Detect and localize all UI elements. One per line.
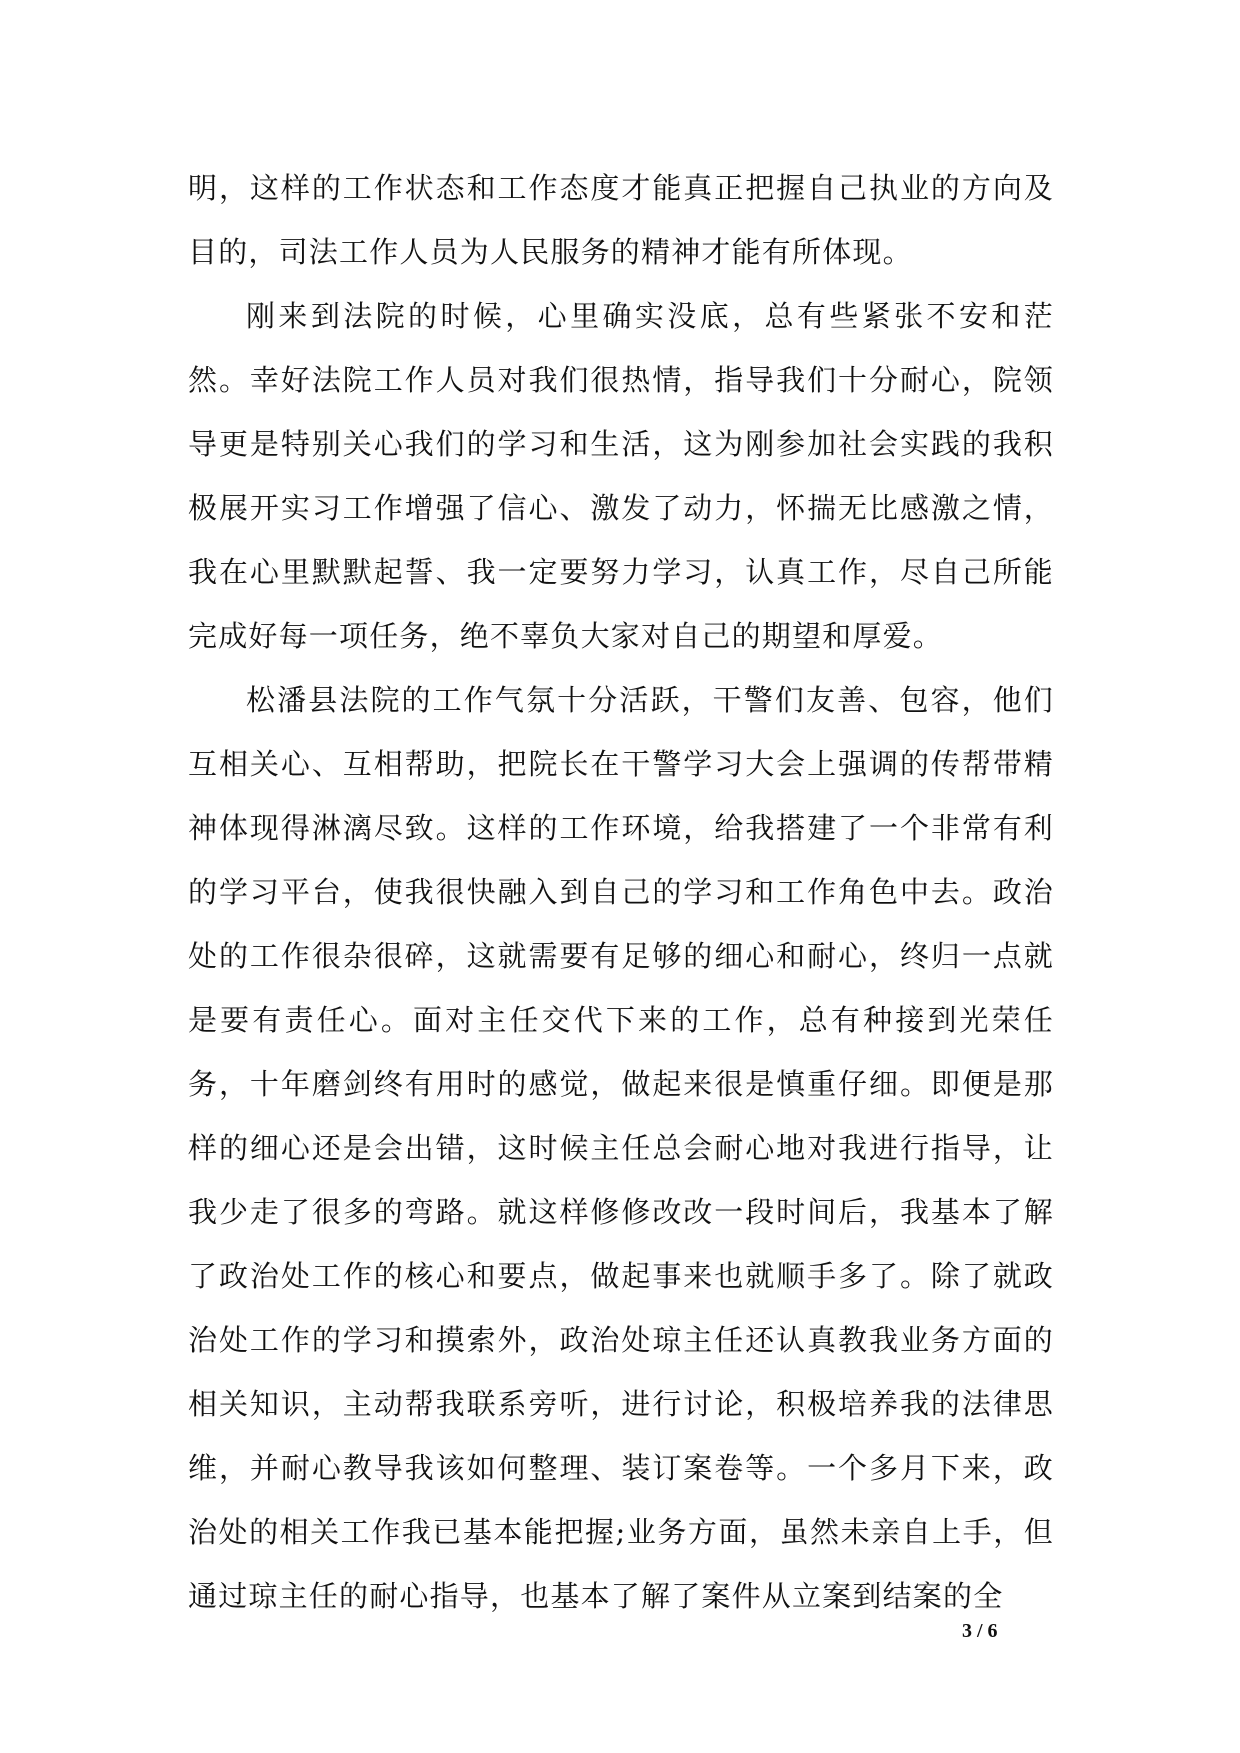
paragraph-1: 明，这样的工作状态和工作态度才能真正把握自己执业的方向及目的，司法工作人员为人民服务的精神才能有所体现。 [188,171,1054,269]
body-text [188,156,1054,1628]
paragraph-2: 刚来到法院的时候，心里确实没底，总有些紧张不安和茫然。幸好法院工作人员对我们很热情，指导我们十分耐心，院领导更是特别关心我们的学习和生活，这为刚参加社会实践的我积极展开实习工作增强了信心、激发了动力，怀揣无比感激之情，我在心里默默起誓、我一定要努力学习，认真工作，尽自己所能完成好每一项任务，绝不辜负大家对自己的期望和厚爱。 [188,299,1054,653]
paragraph-3: 松潘县法院的工作气氛十分活跃，干警们友善、包容，他们互相关心、互相帮助，把院长在干警学习大会上强调的传帮带精神体现得淋漓尽致。这样的工作环境，给我搭建了一个非常有利的学习平台，使我很快融入到自己的学习和工作角色中去。政治处的工作很杂很碎，这就需要有足够的细心和耐心，终归一点就是要有责任心。面对主任交代下来的工作，总有种接到光荣任务，十年磨剑终有用时的感觉，做起来很是慎重仔细。即便是那样的细心还是会出错，这时候主任总会耐心地对我进行指导，让我少走了很多的弯路。就这样修修改改一段时间后，我基本了解了政治处工作的核心和要点，做起事来也就顺手多了。除了就政治处工作的学习和摸索外，政治处琼主任还认真教我业务方面的相关知识，主动帮我联系旁听，进行讨论，积极培养我的法律思维，并耐心教导我该如何整理、装订案卷等。一个多月下来，政治处的相关工作我已基本能把握;业务方面，虽然未亲自上手，但通过琼主任的耐心指导，也基本了解了案件从立案到结案的全 [188,683,1054,1613]
page-number: 3 / 6 [962,1620,998,1642]
